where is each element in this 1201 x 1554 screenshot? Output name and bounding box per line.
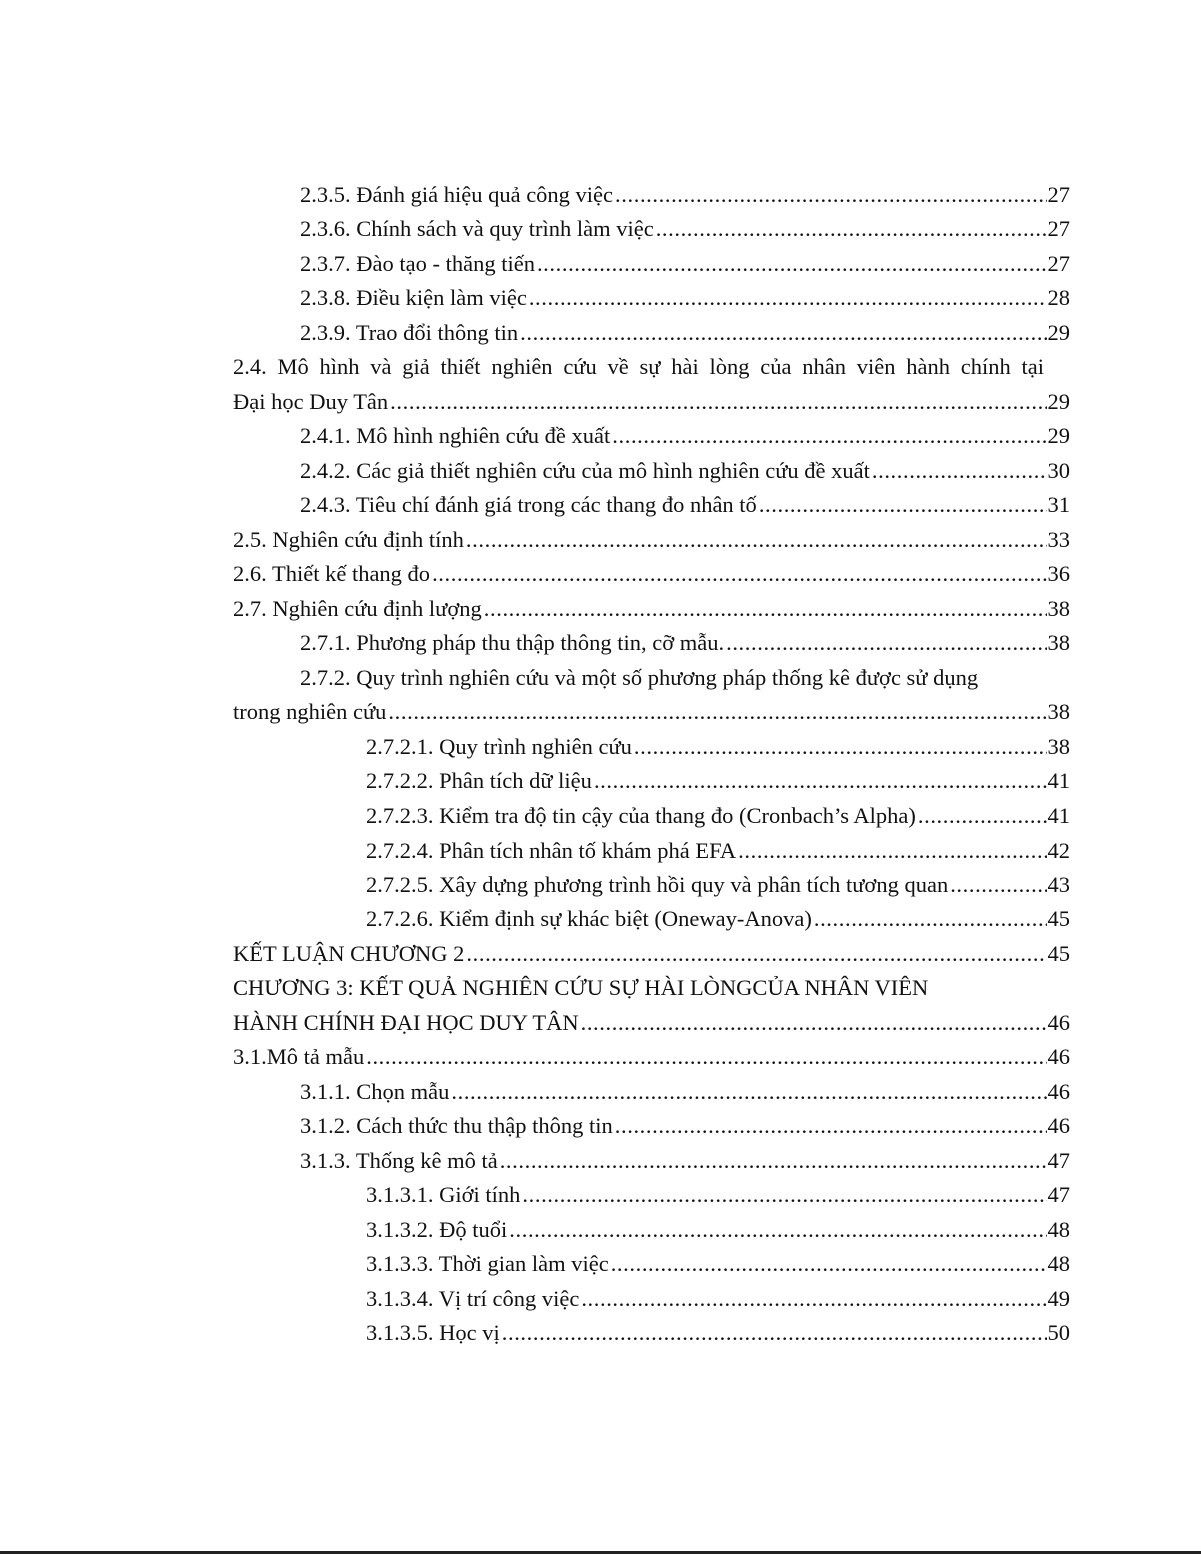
toc-entry-page: 47: [1047, 1182, 1070, 1207]
toc-leader-dots: [522, 1178, 1046, 1212]
toc-entry-page: 43: [1047, 872, 1070, 897]
toc-entry[interactable]: [366, 868, 1070, 902]
toc-leader-dots: [615, 1109, 1047, 1143]
toc-entry-page: 38: [1047, 596, 1070, 621]
toc-entry-title: 3.1.3.4. Vị trí công việc: [366, 1286, 580, 1311]
toc-entry-title: 2.7.2.6. Kiểm định sự khác biệt (Oneway-Anova): [366, 906, 812, 931]
toc-leader-dots: [500, 1144, 1047, 1178]
toc-entry-page: 42: [1047, 838, 1070, 863]
toc-entry-page: 31: [1047, 492, 1070, 517]
toc-entry-title: 2.4.1. Mô hình nghiên cứu đề xuất: [300, 423, 611, 448]
toc-entry-title: 2.3.5. Đánh giá hiệu quả công việc: [300, 182, 614, 207]
toc-entry-page: 29: [1047, 423, 1070, 448]
toc-entry[interactable]: [233, 523, 1070, 557]
toc-leader-dots: [366, 1040, 1046, 1074]
toc-entry-title: 2.7.2.1. Quy trình nghiên cứu: [366, 734, 632, 759]
toc-leader-dots: [484, 592, 1047, 626]
toc-entry-page: 30: [1047, 458, 1070, 483]
toc-entry-page: 48: [1047, 1217, 1070, 1242]
toc-leader-dots: [451, 1075, 1046, 1109]
toc-entry[interactable]: [366, 834, 1070, 868]
toc-entry[interactable]: [233, 592, 1070, 626]
toc-leader-dots: [537, 247, 1047, 281]
toc-entry[interactable]: [300, 419, 1070, 453]
toc-leader-dots: [950, 868, 1046, 902]
toc-entry-page: 38: [1047, 699, 1070, 724]
toc-entry-title: 2.7.2.4. Phân tích nhân tố khám phá EFA: [366, 838, 737, 863]
toc-entry-title: 2.5. Nghiên cứu định tính: [233, 527, 464, 552]
toc-entry-title: 3.1.3.5. Học vị: [366, 1320, 500, 1345]
toc-entry[interactable]: [300, 247, 1070, 281]
toc-entry[interactable]: [366, 764, 1070, 798]
toc-entry-page: 48: [1047, 1251, 1070, 1276]
toc-entry[interactable]: [233, 385, 1070, 419]
toc-entry-page: 49: [1047, 1286, 1070, 1311]
toc-entry-title: 3.1.3.2. Độ tuổi: [366, 1217, 508, 1242]
toc-entry-page: 46: [1047, 1079, 1070, 1104]
toc-entry-page: 41: [1047, 803, 1070, 828]
toc-entry-title: 2.3.7. Đào tạo - thăng tiến: [300, 251, 535, 276]
toc-entry[interactable]: [300, 178, 1070, 212]
toc-entry-title: 3.1.1. Chọn mẫu: [300, 1079, 450, 1104]
toc-leader-dots: [432, 557, 1046, 591]
toc-entry-page: 29: [1047, 320, 1070, 345]
toc-entry[interactable]: [233, 937, 1070, 971]
toc-entry-title: 2.4.3. Tiêu chí đánh giá trong các thang đo nhân tố: [300, 492, 757, 517]
toc-entry-title: HÀNH CHÍNH ĐẠI HỌC DUY TÂN: [233, 1010, 579, 1035]
toc-entry-page: 46: [1047, 1010, 1070, 1035]
toc-entry-page: 27: [1047, 251, 1070, 276]
toc-entry-title: 3.1.3. Thống kê mô tả: [300, 1148, 498, 1173]
toc-entry-title: 2.4.2. Các giả thiết nghiên cứu của mô hình nghiên cứu đề xuất: [300, 458, 870, 483]
toc-entry-title: 2.7.1. Phương pháp thu thập thông tin, cỡ mẫu.: [300, 630, 725, 655]
toc-entry[interactable]: [366, 1178, 1070, 1212]
toc-entry-page: 50: [1047, 1320, 1070, 1345]
toc-leader-dots: [611, 1247, 1047, 1281]
toc-entry[interactable]: [233, 695, 1070, 729]
toc-entry-title: 3.1.3.3. Thời gian làm việc: [366, 1251, 609, 1276]
toc-entry[interactable]: [366, 1316, 1070, 1350]
toc-leader-dots: [872, 454, 1047, 488]
toc-entry[interactable]: [366, 730, 1070, 764]
toc-entry-title-line1: 2.7.2. Quy trình nghiên cứu và một số phương pháp thống kê được sử dụng: [300, 665, 979, 690]
toc-entry-page: 27: [1047, 216, 1070, 241]
toc-entry[interactable]: [366, 1282, 1070, 1316]
toc-entry[interactable]: [233, 1006, 1070, 1040]
toc-entry-page: 47: [1047, 1148, 1070, 1173]
toc-entry-page: 46: [1047, 1044, 1070, 1069]
toc-entry-title: 2.7.2.3. Kiểm tra độ tin cậy của thang đo (Cronbach’s Alpha): [366, 803, 916, 828]
toc-entry[interactable]: [366, 1213, 1070, 1247]
toc-leader-dots: [388, 695, 1046, 729]
toc-entry-page: 45: [1047, 941, 1070, 966]
toc-leader-dots: [466, 937, 1046, 971]
toc-leader-dots: [814, 902, 1047, 936]
toc-entry[interactable]: [300, 212, 1070, 246]
toc-leader-dots: [581, 1006, 1047, 1040]
toc-entry[interactable]: [300, 454, 1070, 488]
toc-entry-title: KẾT LUẬN CHƯƠNG 2: [233, 941, 465, 966]
toc-leader-dots: [520, 316, 1046, 350]
toc-leader-dots: [615, 178, 1046, 212]
toc-entry-page: 28: [1047, 285, 1070, 310]
toc-entry-title: 2.7. Nghiên cứu định lượng: [233, 596, 482, 621]
toc-entry[interactable]: [300, 1075, 1070, 1109]
toc-leader-dots: [390, 385, 1046, 419]
toc-entry[interactable]: [366, 902, 1070, 936]
toc-leader-dots: [656, 212, 1047, 246]
toc-entry[interactable]: [300, 1109, 1070, 1143]
toc-entry-page: 27: [1047, 182, 1070, 207]
toc-entry[interactable]: [300, 316, 1070, 350]
toc-entry-page: 36: [1047, 561, 1070, 586]
toc-entry-title: 2.3.6. Chính sách và quy trình làm việc: [300, 216, 654, 241]
toc-entry-title: Đại học Duy Tân: [233, 389, 389, 414]
toc-entry[interactable]: [300, 1144, 1070, 1178]
toc-entry-title: 2.3.9. Trao đổi thông tin: [300, 320, 519, 345]
toc-entry-title-line1: CHƯƠNG 3: KẾT QUẢ NGHIÊN CỨU SỰ HÀI LÒNGCỦA NHÂN VIÊN: [233, 975, 929, 1000]
toc-entry-title: 3.1.2. Cách thức thu thập thông tin: [300, 1113, 613, 1138]
toc-entry-page: 29: [1047, 389, 1070, 414]
toc-entry-title: trong nghiên cứu: [233, 699, 387, 724]
toc-entry-page: 33: [1047, 527, 1070, 552]
toc-entry-page: 45: [1047, 906, 1070, 931]
toc-leader-dots: [738, 834, 1046, 868]
toc-entry-page: 38: [1047, 630, 1070, 655]
toc-entry-title: 3.1.3.1. Giới tính: [366, 1182, 521, 1207]
toc-leader-dots: [612, 419, 1046, 453]
toc-entry[interactable]: [233, 557, 1070, 591]
toc-leader-dots: [594, 764, 1047, 798]
toc-entry-page: 46: [1047, 1113, 1070, 1138]
toc-entry-page: 41: [1047, 768, 1070, 793]
toc-leader-dots: [581, 1282, 1046, 1316]
toc-entry-title: 3.1.Mô tả mẫu: [233, 1044, 365, 1069]
toc-entry[interactable]: [300, 281, 1070, 315]
toc-entry[interactable]: [300, 626, 1070, 660]
toc-entry-title: 2.6. Thiết kế thang đo: [233, 561, 431, 586]
toc-entry[interactable]: [366, 1247, 1070, 1281]
toc-entry-title: 2.7.2.5. Xây dựng phương trình hồi quy và phân tích tương quan: [366, 872, 949, 897]
toc-entry-title-line1: 2.4. Mô hình và giả thiết nghiên cứu về sự hài lòng của nhân viên hành chính tại: [233, 354, 1044, 379]
toc-entry[interactable]: [366, 799, 1070, 833]
toc-entry-title: 2.3.8. Điều kiện làm việc: [300, 285, 527, 310]
toc-entry[interactable]: [233, 1040, 1070, 1074]
toc-leader-dots: [502, 1316, 1047, 1350]
toc-entry[interactable]: [300, 488, 1070, 522]
toc-leader-dots: [634, 730, 1047, 764]
toc-entry-page: 38: [1047, 734, 1070, 759]
toc-leader-dots: [726, 626, 1046, 660]
toc-leader-dots: [759, 488, 1047, 522]
toc-leader-dots: [918, 799, 1047, 833]
toc-entry-title: 2.7.2.2. Phân tích dữ liệu: [366, 768, 592, 793]
toc-leader-dots: [529, 281, 1047, 315]
toc-leader-dots: [509, 1213, 1046, 1247]
toc-leader-dots: [466, 523, 1047, 557]
